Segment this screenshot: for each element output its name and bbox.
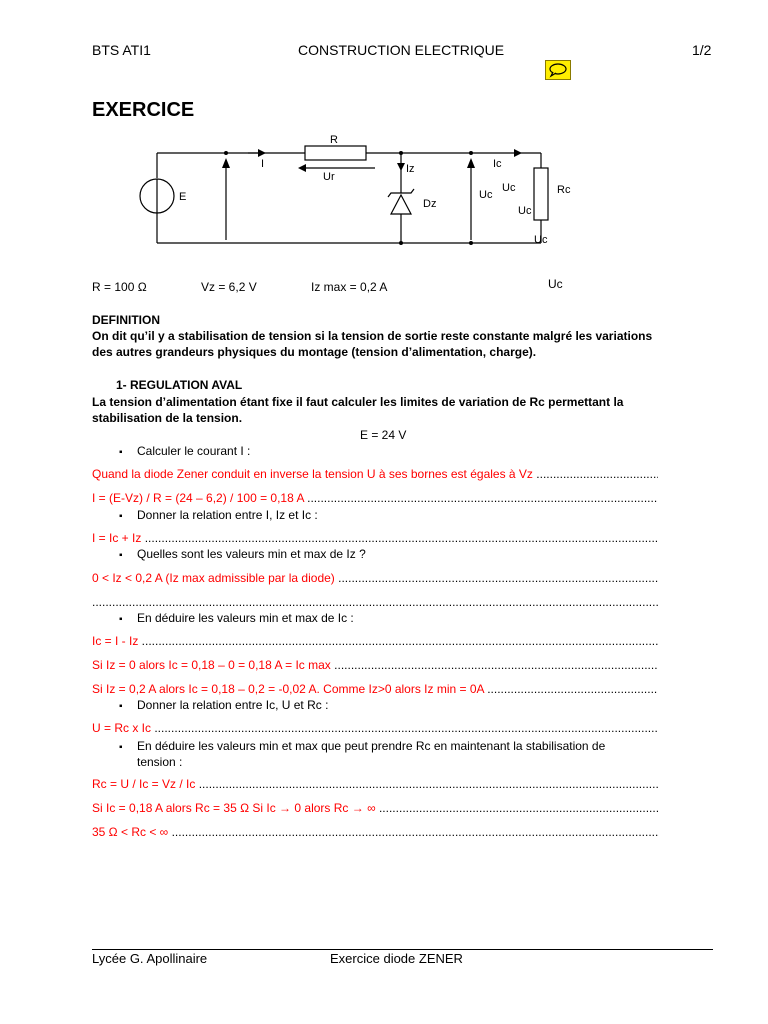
question-1: ▪ Calculer le courant I : bbox=[119, 443, 250, 461]
param-r: R = 100 Ω bbox=[92, 280, 147, 294]
header-center: CONSTRUCTION ELECTRIQUE bbox=[298, 42, 505, 58]
answer-5: Ic = I - Iz ..... bbox=[92, 633, 658, 649]
param-vz: Vz = 6,2 V bbox=[201, 280, 257, 294]
header-left: BTS ATI1 bbox=[92, 42, 151, 58]
label-r: R bbox=[330, 134, 338, 146]
section-intro-1: La tension d’alimentation étant fixe il faut calculer les limites de variation de Rc permettant la bbox=[92, 395, 624, 409]
footer-left: Lycée G. Apollinaire bbox=[92, 951, 208, 966]
answer-11: 35 Ω < Rc < ∞ ..... bbox=[92, 824, 658, 840]
label-dz: Dz bbox=[423, 198, 437, 210]
definition-line-1: On dit qu’il y a stabilisation de tension si la tension de sortie reste constante malgré les variations bbox=[92, 329, 653, 343]
label-uc-2: Uc bbox=[502, 182, 516, 194]
definition-heading: DEFINITION bbox=[92, 313, 160, 327]
label-ic: Ic bbox=[493, 158, 502, 170]
question-4: ▪ En déduire les valeurs min et max de Ic : bbox=[119, 610, 354, 628]
label-uc-extra: Uc bbox=[548, 277, 563, 291]
page-title: EXERCICE bbox=[92, 99, 195, 121]
question-3: ▪ Quelles sont les valeurs min et max de Iz ? bbox=[119, 546, 366, 564]
label-uc-1: Uc bbox=[479, 189, 493, 201]
zener-circuit-diagram bbox=[0, 0, 768, 300]
answer-9: Rc = U / Ic = Vz / Ic ..... bbox=[92, 776, 658, 792]
answer-10: Si Ic = 0,18 A alors Rc = 35 Ω Si Ic → 0 alors Rc → ∞ ..... bbox=[92, 800, 658, 816]
label-ur: Ur bbox=[323, 171, 335, 183]
answer-4: 0 < Iz < 0,2 A (Iz max admissible par la diode) ..... bbox=[92, 570, 658, 586]
label-rc: Rc bbox=[557, 184, 571, 196]
resistor-rc bbox=[534, 168, 548, 220]
answer-2: I = (E-Vz) / R = (24 – 6,2) / 100 = 0,18 A ..... bbox=[92, 490, 658, 506]
question-2: ▪ Donner la relation entre I, Iz et Ic : bbox=[119, 507, 318, 525]
footer-divider bbox=[92, 949, 713, 950]
e-value: E = 24 V bbox=[360, 428, 407, 442]
answer-7: Si Iz = 0,2 A alors Ic = 0,18 – 0,2 = -0,02 A. Comme Iz>0 alors Iz min = 0A ..... bbox=[92, 681, 658, 697]
question-6-cont: tension : bbox=[137, 755, 183, 769]
section-heading: 1- REGULATION AVAL bbox=[116, 378, 243, 392]
label-uc-4: Uc bbox=[534, 234, 548, 246]
header-right: 1/2 bbox=[692, 42, 712, 58]
answer-3: I = Ic + Iz ..... bbox=[92, 530, 658, 546]
label-i: I bbox=[261, 158, 265, 170]
zener-diode bbox=[391, 195, 411, 214]
answer-6: Si Iz = 0 alors Ic = 0,18 – 0 = 0,18 A = Ic max ..... bbox=[92, 657, 658, 673]
footer-center: Exercice diode ZENER bbox=[330, 951, 463, 966]
question-5: ▪ Donner la relation entre Ic, U et Rc : bbox=[119, 697, 328, 715]
definition-line-2: des autres grandeurs physiques du montage (tension d’alimentation, charge). bbox=[92, 345, 537, 359]
section-intro-2: stabilisation de la tension. bbox=[92, 411, 243, 425]
label-e: E bbox=[179, 191, 187, 203]
label-uc-3: Uc bbox=[518, 205, 532, 217]
answer-1: Quand la diode Zener conduit en inverse la tension U à ses bornes est égales à Vz ..... bbox=[92, 466, 658, 482]
label-iz: Iz bbox=[406, 163, 415, 175]
answer-8: U = Rc x Ic ..... bbox=[92, 720, 658, 736]
resistor-r bbox=[305, 146, 366, 160]
blank-dotted-line bbox=[92, 594, 658, 610]
question-6: ▪ En déduire les valeurs min et max que peut prendre Rc en maintenant la stabilisation de bbox=[119, 738, 605, 756]
param-iz-max: Iz max = 0,2 A bbox=[311, 280, 388, 294]
